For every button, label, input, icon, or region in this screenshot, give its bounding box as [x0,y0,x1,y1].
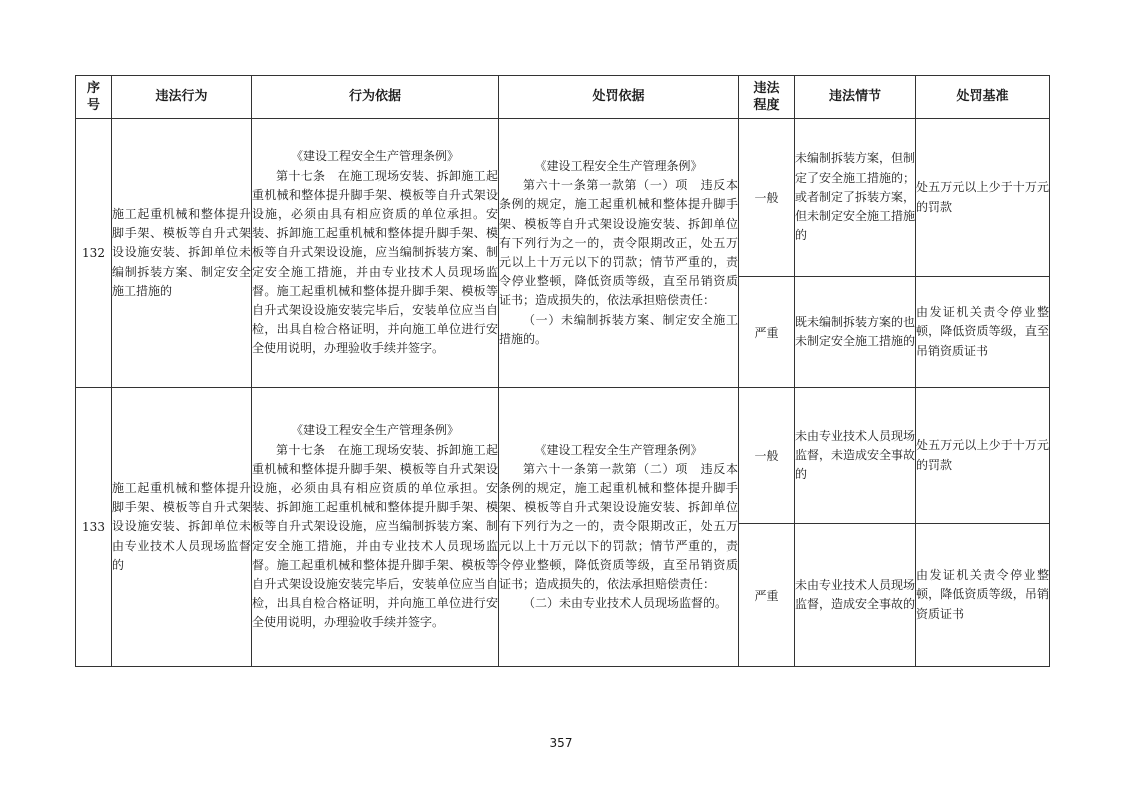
row-circumstance: 未由专业技术人员现场监督，未造成安全事故的 [795,388,916,524]
row-violation: 施工起重机械和整体提升脚手架、模板等自升式架设设施安装、拆卸单位未由专业技术人员现场监督的 [112,388,252,667]
basis-title: 《建设工程安全生产管理条例》 [290,149,459,164]
row-circumstance: 既未编制拆装方案的也未制定安全施工措施的 [795,277,916,388]
row-seq: 132 [76,119,112,388]
table-row [76,388,1050,524]
penalty-text: 第六十一条第一款第（一）项 违反本条例的规定，施工起重机械和整体提升脚手架、模板等自升式架设设施安装、拆卸单位有下列行为之一的，责令限期改正，处五万元以上十万元以下的罚款；情节严重的，责令停业整顿，降低资质等级，直至吊销资质证书；造成损失的，依法承担赔偿责任： [499,178,738,308]
row-standard: 由发证机关责令停业整顿，降低资质等级，吊销资质证书 [916,524,1050,667]
header-standard: 处罚基准 [916,76,1050,119]
penalty-title: 《建设工程安全生产管理条例》 [534,442,703,457]
table-header-row [76,76,1050,119]
penalty-item: （一）未编制拆装方案、制定安全施工措施的。 [499,312,738,346]
row-circumstance: 未编制拆装方案，但制定了安全施工措施的；或者制定了拆装方案，但未制定安全施工措施的 [795,119,916,277]
row-degree: 一般 [739,119,795,277]
page-number: 357 [549,736,573,750]
header-basis: 行为依据 [252,76,499,119]
basis-text: 第十七条 在施工现场安装、拆卸施工起重机械和整体提升脚手架、模板等自升式架设设施，必须由具有相应资质的单位承担。安装、拆卸施工起重机械和整体提升脚手架、模板等自升式架设设施，应当编制拆装方案、制定安全施工措施，并由专业技术人员现场监督。施工起重机械和整体提升脚手架、模板等自升式架设设施安装完毕后，安装单位应当自检，出具自检合格证明，并向施工单位进行安全使用说明，办理验收手续并签字。 [252,442,498,630]
row-basis [252,119,499,388]
row-standard: 处五万元以上少于十万元的罚款 [916,388,1050,524]
penalty-item: （二）未由专业技术人员现场监督的。 [523,596,728,611]
row-penalty-basis [499,388,739,667]
row-degree: 一般 [739,388,795,524]
row-basis [252,388,499,667]
header-circumstance: 违法情节 [795,76,916,119]
header-violation: 违法行为 [112,76,252,119]
row-violation: 施工起重机械和整体提升脚手架、模板等自升式架设设施安装、拆卸单位未编制拆装方案、制定安全施工措施的 [112,119,252,388]
row-degree: 严重 [739,277,795,388]
penalty-title: 《建设工程安全生产管理条例》 [534,158,703,173]
table-row [76,119,1050,277]
header-degree: 违法程度 [739,76,795,119]
row-degree: 严重 [739,524,795,667]
row-penalty-basis [499,119,739,388]
penalty-text: 第六十一条第一款第（二）项 违反本条例的规定，施工起重机械和整体提升脚手架、模板等自升式架设设施安装、拆卸单位有下列行为之一的，责令限期改正，处五万元以上十万元以下的罚款；情节严重的，责令停业整顿，降低资质等级，直至吊销资质证书；造成损失的，依法承担赔偿责任： [499,461,738,591]
basis-text: 第十七条 在施工现场安装、拆卸施工起重机械和整体提升脚手架、模板等自升式架设设施，必须由具有相应资质的单位承担。安装、拆卸施工起重机械和整体提升脚手架、模板等自升式架设设施，应当编制拆装方案、制定安全施工措施，并由专业技术人员现场监督。施工起重机械和整体提升脚手架、模板等自升式架设设施安装完毕后，安装单位应当自检，出具自检合格证明，并向施工单位进行安全使用说明，办理验收手续并签字。 [252,168,498,356]
row-standard: 由发证机关责令停业整顿，降低资质等级，直至吊销资质证书 [916,277,1050,388]
header-penalty-basis: 处罚依据 [499,76,739,119]
row-seq: 133 [76,388,112,667]
header-seq: 序号 [76,76,112,119]
row-standard: 处五万元以上少于十万元的罚款 [916,119,1050,277]
penalty-standards-table [75,75,1050,667]
row-circumstance: 未由专业技术人员现场监督，造成安全事故的 [795,524,916,667]
basis-title: 《建设工程安全生产管理条例》 [290,423,459,438]
